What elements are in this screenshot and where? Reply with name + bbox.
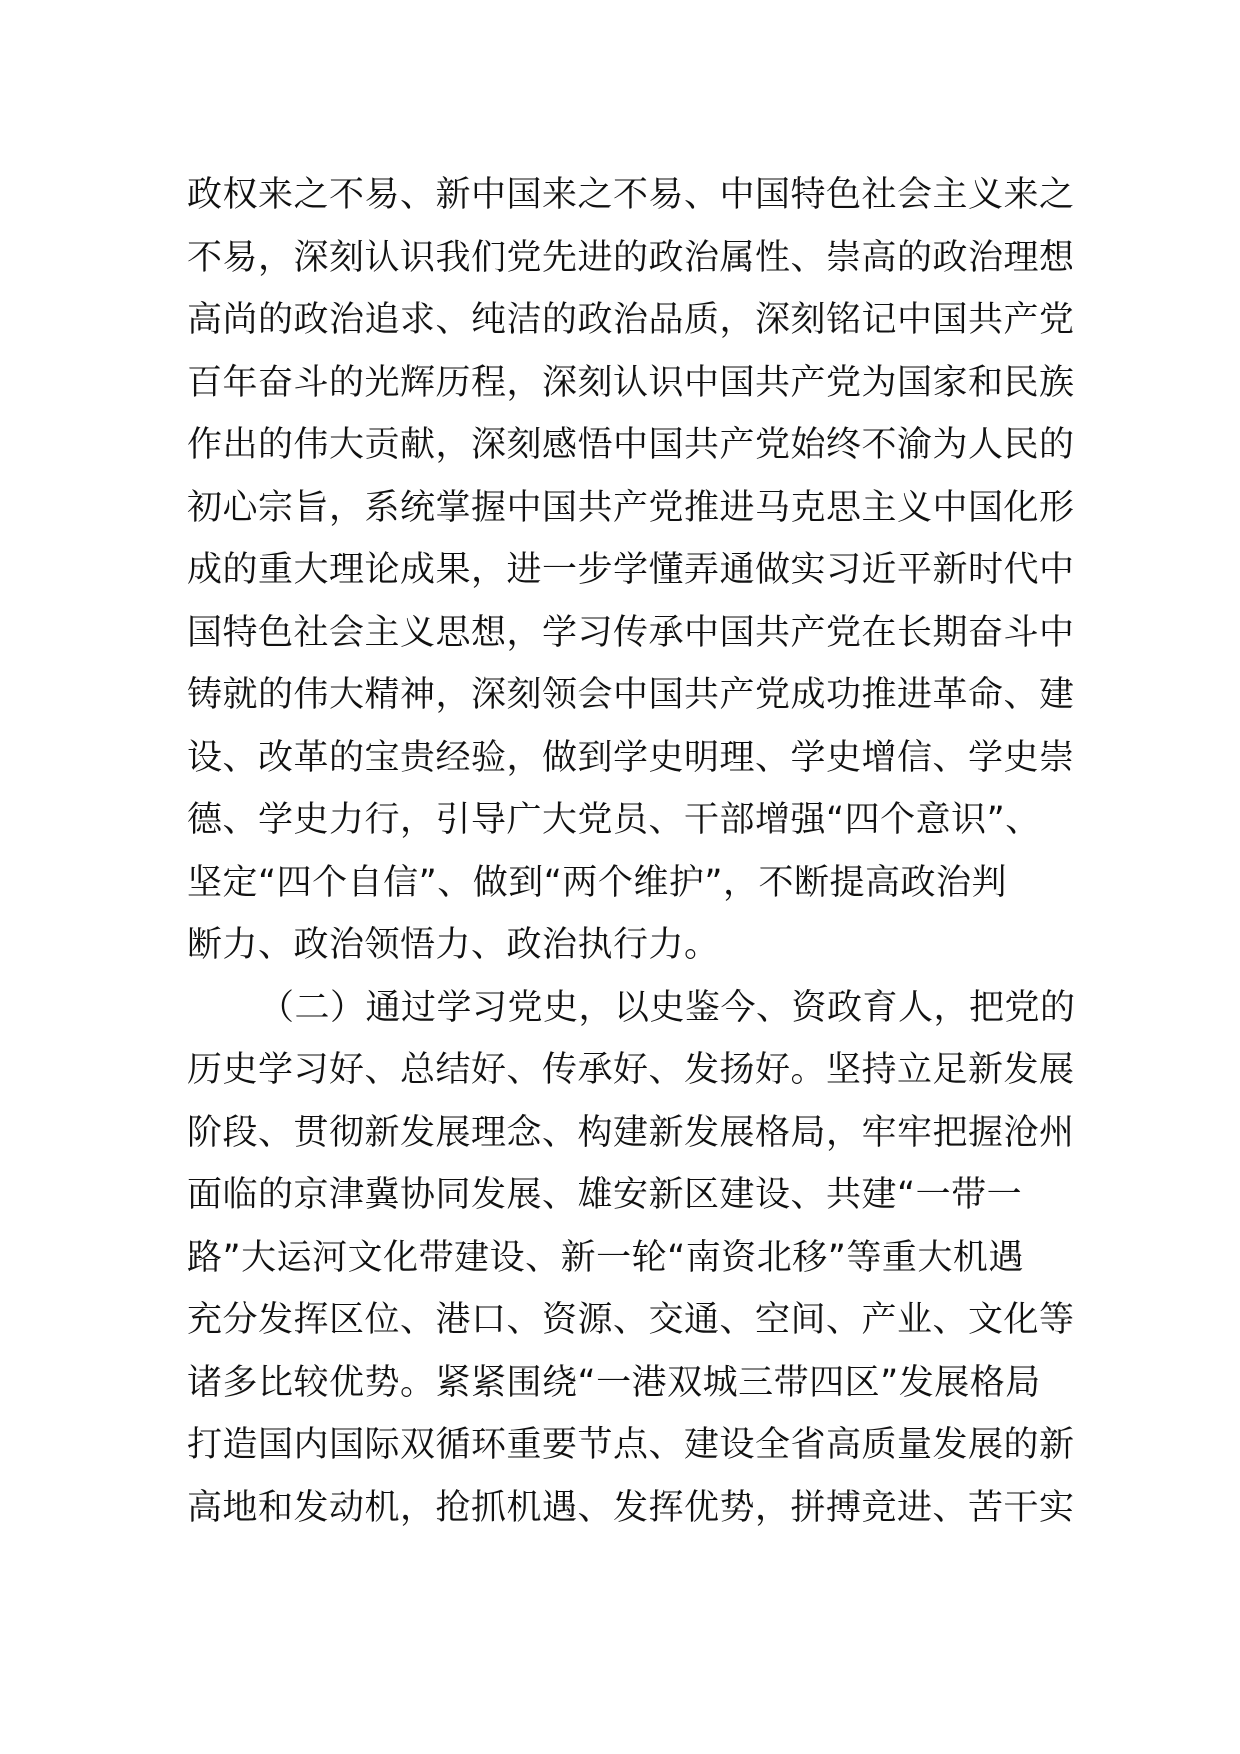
text-line: 高尚的政治追求、纯洁的政治品质，深刻铭记中国共产党 bbox=[187, 300, 1075, 340]
text-line: 设、改革的宝贵经验，做到学史明理、学史增信、学史崇 bbox=[187, 737, 1075, 778]
text-line: 路”大运河文化带建设、新一轮“南资北移”等重大机遇 bbox=[187, 1237, 1024, 1278]
text-line: 德、学史力行，引导广大党员、干部增强“四个意识”、 bbox=[187, 800, 1041, 840]
text-line: 历史学习好、总结好、传承好、发扬好。坚持立足新发展 bbox=[187, 1050, 1075, 1090]
body-text bbox=[187, 164, 1076, 1539]
text-line: 政权来之不易、新中国来之不易、中国特色社会主义来之 bbox=[187, 175, 1075, 215]
text-line: 初心宗旨，系统掌握中国共产党推进马克思主义中国化形 bbox=[187, 487, 1075, 528]
text-line: 阶段、贯彻新发展理念、构建新发展格局，牢牢把握沧州 bbox=[187, 1112, 1075, 1153]
text-line: 坚定“四个自信”、做到“两个维护”，不断提高政治判 bbox=[187, 862, 1008, 903]
section-heading-line: （二）通过学习党史，以史鉴今、资政育人，把党的 bbox=[259, 987, 1076, 1028]
text-line: 不易，深刻认识我们党先进的政治属性、崇高的政治理想 bbox=[187, 237, 1075, 278]
text-line: 百年奋斗的光辉历程，深刻认识中国共产党为国家和民族 bbox=[187, 362, 1075, 403]
text-line: 打造国内国际双循环重要节点、建设全省高质量发展的新 bbox=[187, 1425, 1075, 1465]
text-line: 断力、政治领悟力、政治执行力。 bbox=[187, 925, 720, 965]
text-line: 成的重大理论成果，进一步学懂弄通做实习近平新时代中 bbox=[187, 550, 1075, 590]
text-line: 铸就的伟大精神，深刻领会中国共产党成功推进革命、建 bbox=[187, 675, 1075, 715]
text-line: 作出的伟大贡献，深刻感悟中国共产党始终不渝为人民的 bbox=[187, 425, 1075, 465]
text-line: 充分发挥区位、港口、资源、交通、空间、产业、文化等 bbox=[187, 1300, 1075, 1340]
text-line: 国特色社会主义思想，学习传承中国共产党在长期奋斗中 bbox=[187, 612, 1075, 653]
text-line: 面临的京津冀协同发展、雄安新区建设、共建“一带一 bbox=[187, 1175, 1023, 1215]
text-line: 高地和发动机，抢抓机遇、发挥优势，拼搏竞进、苦干实 bbox=[187, 1487, 1075, 1528]
text-line: 诸多比较优势。紧紧围绕“一港双城三带四区”发展格局 bbox=[187, 1362, 1041, 1403]
